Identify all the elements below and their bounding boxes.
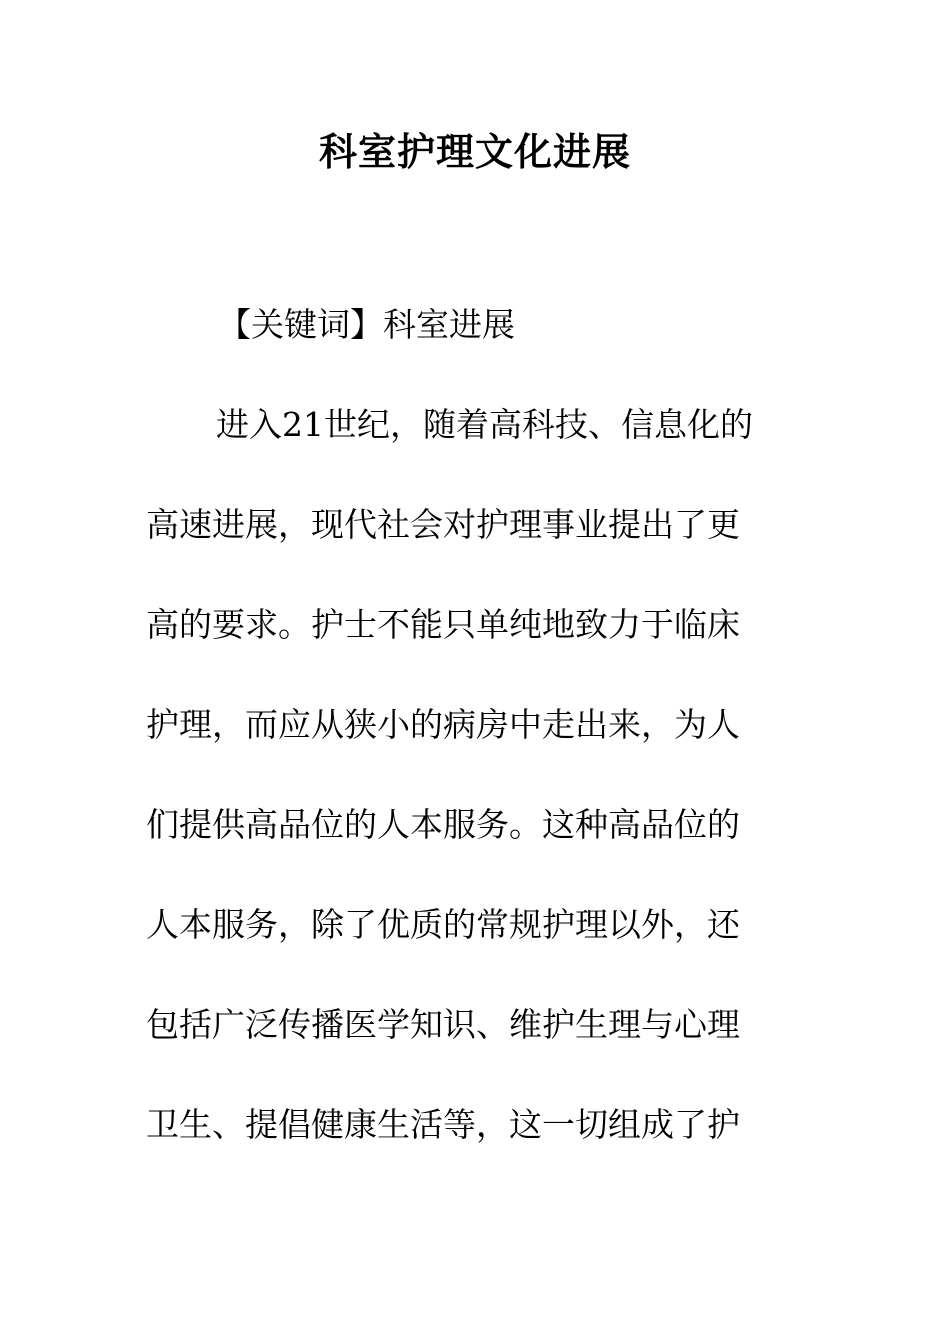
body-line: 们提供高品位的人本服务。这种高品位的	[146, 805, 740, 844]
body-line: 卫生、提倡健康生活等，这一切组成了护	[146, 1105, 740, 1144]
keywords-line	[218, 300, 515, 350]
document-title: 科室护理文化进展	[318, 129, 631, 174]
body-line: 人本服务，除了优质的常规护理以外，还	[146, 905, 740, 944]
keywords-label: 【关键词】	[218, 305, 383, 344]
keywords-value: 科室进展	[383, 305, 515, 344]
body-line: 进入21世纪，随着高科技、信息化的	[216, 405, 753, 444]
body-line: 高速进展，现代社会对护理事业提出了更	[146, 505, 740, 544]
body-line: 高的要求。护士不能只单纯地致力于临床	[146, 605, 740, 644]
body-line: 护理，而应从狭小的病房中走出来，为人	[146, 705, 740, 744]
body-line: 包括广泛传播医学知识、维护生理与心理	[146, 1005, 740, 1044]
